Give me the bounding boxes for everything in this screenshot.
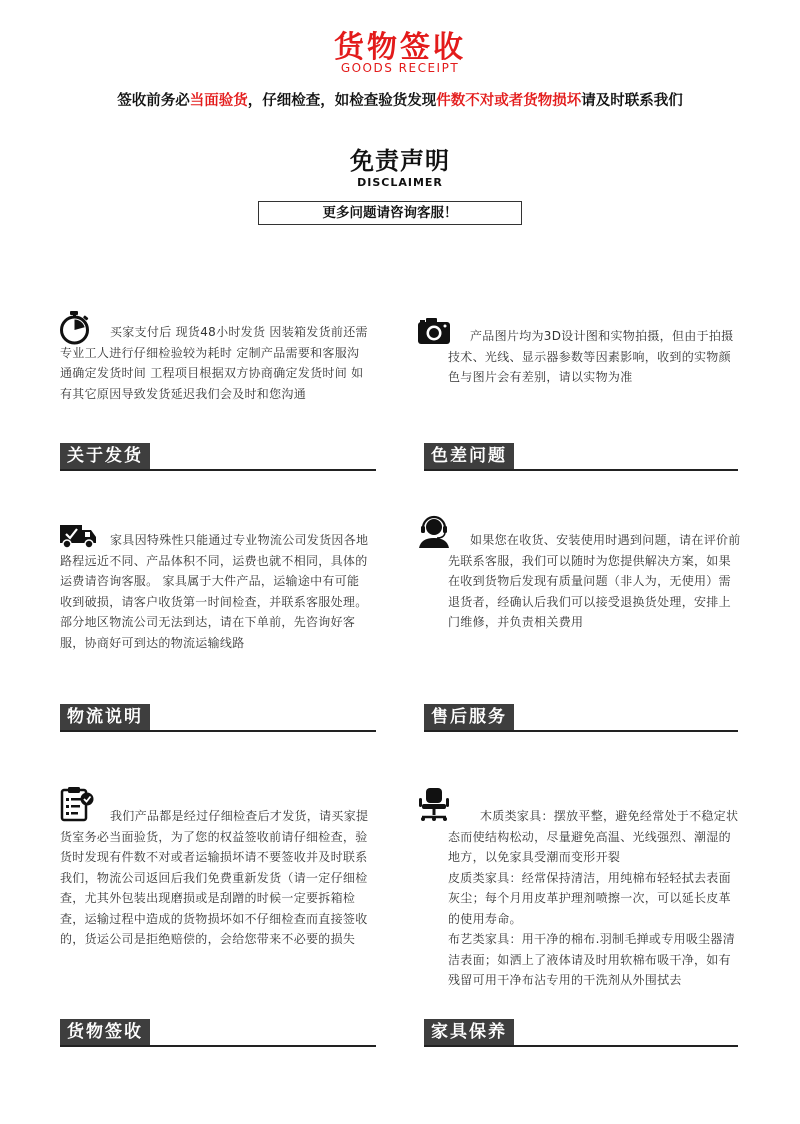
section-divider	[424, 730, 738, 732]
shipping-text: 买家支付后 现货48小时发货 因装箱发货前还需专业工人进行仔细检验较为耗时 定制产品需要和客服沟通确定发货时间 工程项目根据双方协商确定发货时间 如有其它原因导致发货延迟我们会及时和您沟通	[60, 325, 368, 401]
disclaimer-title: 免责声明	[350, 147, 450, 175]
section-divider	[60, 469, 376, 471]
care-leather-text: 皮质类家具：经常保持清洁，用纯棉布轻轻拭去表面灰尘；每个月用皮革护理剂喷擦一次，可以延长皮革的使用寿命。	[448, 870, 731, 926]
section-label-logistics: 物流说明	[60, 704, 150, 730]
receipt-notice	[0, 89, 800, 110]
notice-highlight-2: 件数不对或者货物损坏	[436, 93, 582, 109]
section-label-color-difference: 色差问题	[424, 443, 514, 469]
section-divider	[424, 1045, 738, 1047]
section-label-furniture-care: 家具保养	[424, 1019, 514, 1045]
section-divider	[424, 469, 738, 471]
notice-text-2: ，仔细检查，如检查验货发现	[247, 93, 437, 109]
notice-text-1: 签收前务必	[117, 93, 190, 109]
section-label-after-sales: 售后服务	[424, 704, 514, 730]
notice-text-3: 请及时联系我们	[581, 93, 683, 109]
care-fabric-text: 布艺类家具：用干净的棉布.羽制毛掸或专用吸尘器清洁表面；如洒上了液体请及时用软棉布吸干净，如有残留可用干净布沾专用的干洗剂从外围拭去	[448, 932, 736, 987]
section-divider	[60, 730, 376, 732]
notice-highlight-1: 当面验货	[189, 93, 248, 109]
goods-receipt-text: 我们产品都是经过仔细检查后才发货，请买家提货室务必当面验货，为了您的权益签收前请仔细检查，验货时发现有件数不对或者运输损坏请不要签收并及时联系我们，物流公司返回后我们免费重新发货（请一定仔细检查，尤其外包装出现磨损或是刮蹭的时候一定要拆箱检查，运输过程中造成的货物损坏如不仔细检查而直接签收的，货运公司是拒绝赔偿的，会给您带来不必要的损失	[60, 809, 369, 946]
headset-agent-icon	[416, 514, 452, 550]
after-sales-text: 如果您在收货、安装使用时遇到问题，请在评价前先联系客服，我们可以随时为您提供解决方案，如果在收到货物后发现有质量问题（非人为，无使用）需退货者，经确认后我们可以接受退换货处理，安排上门维修，并负责相关费用	[448, 533, 741, 629]
care-wood-text: 木质类家具：摆放平整，避免经常处于不稳定状态而使结构松动，尽量避免高温、光线强烈、潮湿的地方，以免家具受潮而变形开裂	[448, 809, 739, 864]
section-label-goods-receipt: 货物签收	[60, 1019, 150, 1045]
furniture-care-text	[448, 806, 743, 991]
section-divider	[60, 1045, 376, 1047]
consult-service-box: 更多问题请咨询客服！	[258, 201, 522, 225]
page-title: 货物签收	[334, 30, 466, 65]
page-subtitle: GOODS RECEIPT	[340, 61, 460, 75]
office-chair-icon	[416, 786, 452, 822]
camera-icon	[416, 313, 452, 349]
color-difference-text: 产品图片均为3D设计图和实物拍摄，但由于拍摄技术、光线、显示器参数等因素影响，收到的实物颜色与图片会有差别，请以实物为准	[448, 329, 734, 384]
logistics-text: 家具因特殊性只能通过专业物流公司发货因各地路程远近不同、产品体积不同，运费也就不相同，具体的运费请咨询客服。 家具属于大件产品，运输途中有可能收到破损，请客户收货第一时间检查，并联系客服处理。部分地区物流公司无法到达，请在下单前，先咨询好客服，协商好可到达的物流运输线路	[60, 533, 369, 650]
section-label-shipping: 关于发货	[60, 443, 150, 469]
disclaimer-subtitle: DISCLAIMER	[357, 176, 443, 189]
